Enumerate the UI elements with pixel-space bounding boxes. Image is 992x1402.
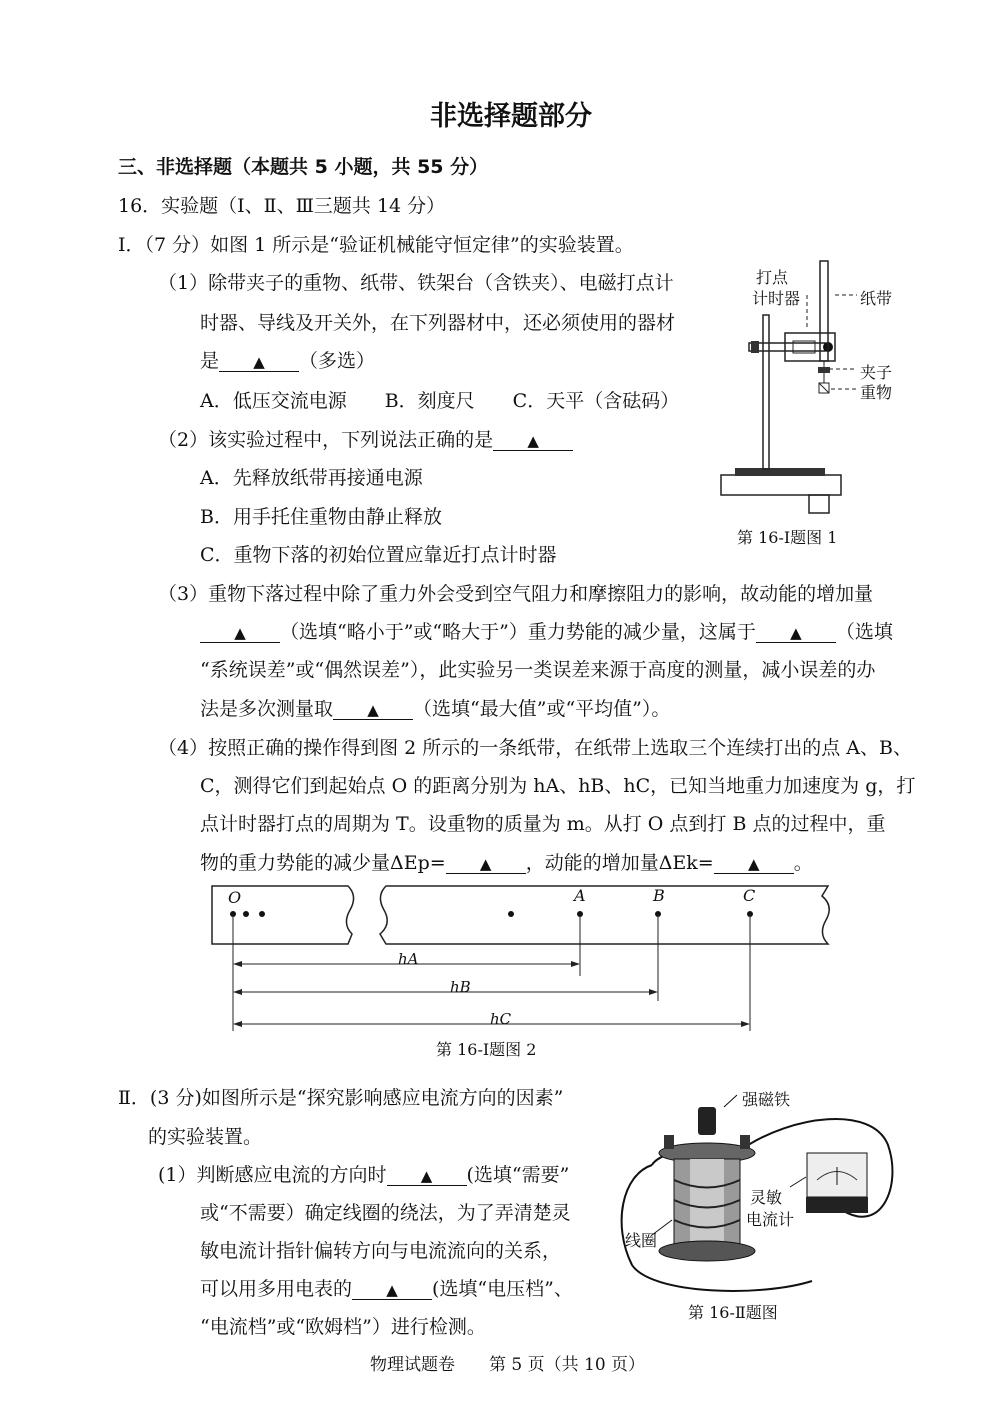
fig1-label-clip: 夹子 bbox=[860, 363, 893, 382]
q1-line3 bbox=[200, 346, 375, 373]
q4-line3: 点计时器打点的周期为 T。设重物的质量为 m。从打 O 点到打 B 点的过程中，重 bbox=[200, 813, 886, 835]
page-footer: 物理试题卷 第 5 页（共 10 页） bbox=[370, 1355, 646, 1375]
label-hb: hB bbox=[450, 978, 471, 996]
q3-line4-post: （选填“最大值”或“平均值”）。 bbox=[413, 698, 671, 720]
tape-point-a: A bbox=[574, 886, 586, 905]
blank-marker: ▲ bbox=[527, 432, 539, 450]
q4-line4-end: 。 bbox=[793, 852, 813, 874]
q3-line4 bbox=[200, 694, 670, 721]
blank-marker: ▲ bbox=[386, 1281, 398, 1299]
question-16-intro: 16．实验题（Ⅰ、Ⅱ、Ⅲ三题共 14 分） bbox=[118, 195, 446, 217]
q1-options: A．低压交流电源 B．刻度尺 C．天平（含砝码） bbox=[200, 390, 680, 412]
q1-line1: （1）除带夹子的重物、纸带、铁架台（含铁夹）、电磁打点计 bbox=[158, 272, 674, 294]
fig1-label-timer-2: 计时器 bbox=[752, 289, 801, 308]
q2-line1 bbox=[158, 425, 573, 452]
tape-point-o: O bbox=[228, 888, 242, 907]
q3-line2 bbox=[200, 617, 893, 644]
part2-q1-line1-post: (选填“需要” bbox=[466, 1164, 570, 1186]
tape-point-b: B bbox=[653, 886, 665, 905]
q1-line3-pre: 是 bbox=[200, 350, 220, 372]
fig-label-coil: 线圈 bbox=[625, 1231, 658, 1250]
q2-line1-text: （2）该实验过程中，下列说法正确的是 bbox=[158, 429, 494, 451]
blank-marker: ▲ bbox=[253, 353, 265, 371]
figure-2-caption: 第 16-Ⅰ题图 2 bbox=[436, 1040, 537, 1059]
blank-marker: ▲ bbox=[420, 1167, 433, 1185]
answer-blank-p2a[interactable] bbox=[387, 1166, 467, 1186]
answer-blank-q3b[interactable] bbox=[756, 623, 836, 643]
answer-blank-q1[interactable] bbox=[219, 352, 299, 372]
fig-label-galvanometer-1: 灵敏 bbox=[750, 1188, 783, 1207]
q2-option-a: A．先释放纸带再接通电源 bbox=[200, 467, 423, 489]
fig1-label-weight: 重物 bbox=[860, 383, 893, 402]
q1-line3-post: （多选） bbox=[299, 350, 376, 372]
answer-blank-q2[interactable] bbox=[493, 431, 573, 451]
fig-label-magnet: 强磁铁 bbox=[742, 1090, 791, 1109]
answer-blank-q4a[interactable] bbox=[446, 854, 526, 874]
q4-line4-pre: 物的重力势能的减少量ΔEp= bbox=[200, 852, 446, 874]
figure-induction-caption: 第 16-Ⅱ题图 bbox=[688, 1303, 778, 1322]
answer-blank-p2b[interactable] bbox=[352, 1280, 432, 1300]
q4-line1: （4）按照正确的操作得到图 2 所示的一条纸带，在纸带上选取三个连续打出的点 A、B、 bbox=[158, 737, 912, 759]
blank-marker: ▲ bbox=[747, 855, 760, 873]
blank-marker: ▲ bbox=[479, 855, 492, 873]
part2-q1-line4 bbox=[200, 1274, 573, 1301]
q3-line3: “系统误差”或“偶然误差”），此实验另一类误差来源于高度的测量，减小误差的办 bbox=[200, 659, 876, 681]
answer-blank-q3c[interactable] bbox=[333, 700, 413, 720]
fig-label-galvanometer-2: 电流计 bbox=[746, 1210, 795, 1229]
part2-q1-line3: 敏电流计指针偏转方向与电流流向的关系， bbox=[200, 1240, 562, 1262]
part2-q1-line1-pre: (1）判断感应电流的方向时 bbox=[158, 1164, 387, 1186]
fig1-label-tape: 纸带 bbox=[860, 289, 893, 308]
blank-marker: ▲ bbox=[367, 701, 379, 719]
figure-1-caption: 第 16-Ⅰ题图 1 bbox=[737, 528, 838, 547]
q1-line2: 时器、导线及开关外，在下列器材中，还必须使用的器材 bbox=[200, 312, 676, 334]
fig1-label-timer-1: 打点 bbox=[756, 268, 789, 287]
label-hc: hC bbox=[490, 1010, 512, 1028]
part2-q1-line1 bbox=[158, 1160, 569, 1187]
label-ha: hA bbox=[398, 950, 419, 968]
q3-line1: （3）重物下落过程中除了重力外会受到空气阻力和摩擦阻力的影响，故动能的增加量 bbox=[158, 583, 874, 605]
part2-intro-1: Ⅱ．(3 分)如图所示是“探究影响感应电流方向的因素” bbox=[118, 1087, 564, 1109]
part2-q1-line2: 或“不需要）确定线圈的绕法，为了弄清楚灵 bbox=[200, 1202, 571, 1224]
q2-option-c: C．重物下落的初始位置应靠近打点计时器 bbox=[200, 544, 557, 566]
part2-q1-line5: “电流档”或“欧姆档”）进行检测。 bbox=[200, 1316, 486, 1338]
q3-line4-pre: 法是多次测量取 bbox=[200, 698, 334, 720]
page-title: 非选择题部分 bbox=[430, 101, 592, 132]
blank-marker: ▲ bbox=[234, 624, 246, 642]
q4-line2: C，测得它们到起始点 O 的距离分别为 hA、hB、hC，已知当地重力加速度为 g，打 bbox=[200, 775, 916, 797]
q4-line4-mid: ，动能的增加量ΔEk= bbox=[525, 852, 714, 874]
tape-point-c: C bbox=[743, 886, 756, 905]
blank-marker: ▲ bbox=[790, 624, 802, 642]
q2-option-b: B．用手托住重物由静止释放 bbox=[200, 506, 442, 528]
part1-intro: Ⅰ．（7 分）如图 1 所示是“验证机械能守恒定律”的实验装置。 bbox=[118, 234, 634, 256]
section-heading: 三、非选择题（本题共 5 小题，共 55 分） bbox=[118, 156, 489, 178]
part2-q1-line4-post: (选填“电压档”、 bbox=[432, 1278, 573, 1300]
q3-line2-mid: （选填“略小于”或“略大于”）重力势能的减少量，这属于 bbox=[280, 621, 756, 643]
answer-blank-q4b[interactable] bbox=[714, 854, 794, 874]
part2-intro-2: 的实验装置。 bbox=[148, 1126, 263, 1148]
q3-line2-end: （选填 bbox=[835, 621, 893, 643]
part2-q1-line4-pre: 可以用多用电表的 bbox=[200, 1278, 353, 1300]
q4-line4 bbox=[200, 848, 813, 875]
answer-blank-q3a[interactable] bbox=[200, 623, 280, 643]
